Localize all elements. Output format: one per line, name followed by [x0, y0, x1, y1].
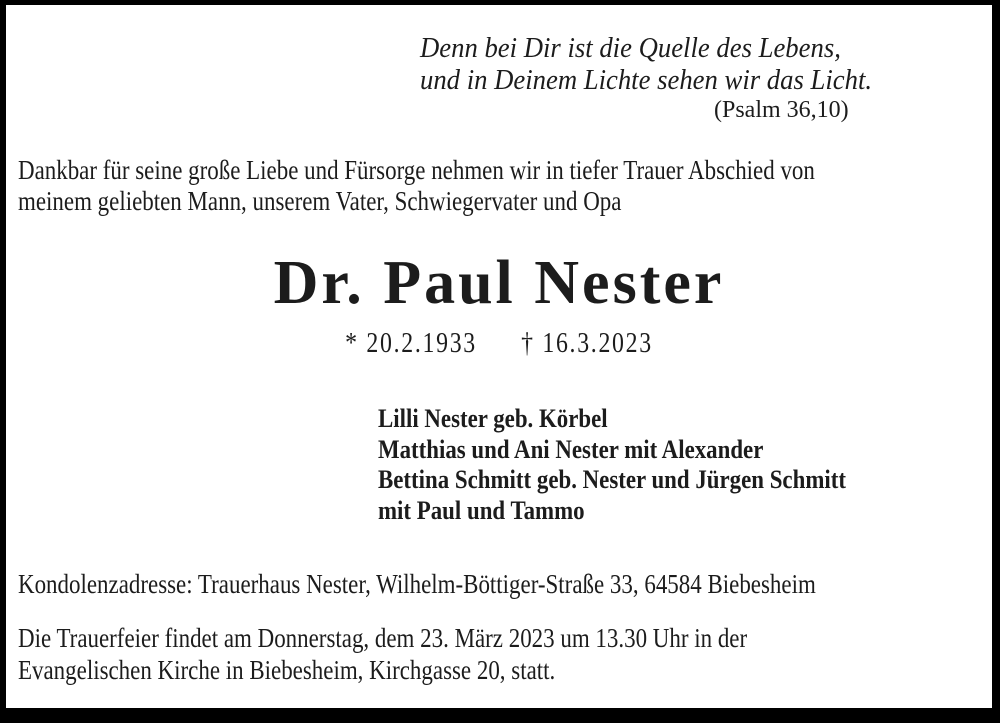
mourners-list	[378, 404, 846, 526]
scripture-quote-line: Denn bei Dir ist die Quelle des Lebens,	[420, 32, 841, 64]
scripture-source: (Psalm 36,10)	[714, 97, 849, 123]
mourner-line: mit Paul und Tammo	[378, 495, 585, 525]
service-info	[18, 622, 747, 686]
mourner-line: Lilli Nester geb. Körbel	[378, 404, 608, 433]
intro-paragraph	[18, 155, 815, 217]
life-dates	[6, 327, 992, 361]
service-info-line: Die Trauerfeier findet am Donnerstag, dem 23. März 2023 um 13.30 Uhr in der	[18, 623, 748, 653]
birth-date: * 20.2.1933	[345, 328, 477, 359]
mourner-line: Matthias und Ani Nester mit Alexander	[378, 434, 764, 464]
intro-line: Dankbar für seine große Liebe und Fürsorge nehmen wir in tiefer Trauer Abschied von	[18, 155, 815, 185]
mourner-line: Bettina Schmitt geb. Nester und Jürgen Schmitt	[378, 465, 846, 494]
scripture-quote	[420, 32, 872, 96]
death-date: † 16.3.2023	[521, 328, 653, 359]
condolence-address: Kondolenzadresse: Trauerhaus Nester, Wilhelm-Böttiger-Straße 33, 64584 Biebesheim	[18, 569, 816, 599]
deceased-name: Dr. Paul Nester	[273, 249, 725, 317]
intro-line: meinem geliebten Mann, unserem Vater, Schwiegervater und Opa	[18, 186, 622, 216]
scripture-quote-line: und in Deinem Lichte sehen wir das Licht.	[420, 64, 873, 96]
service-info-line: Evangelischen Kirche in Biebesheim, Kirchgasse 20, statt.	[18, 655, 556, 685]
